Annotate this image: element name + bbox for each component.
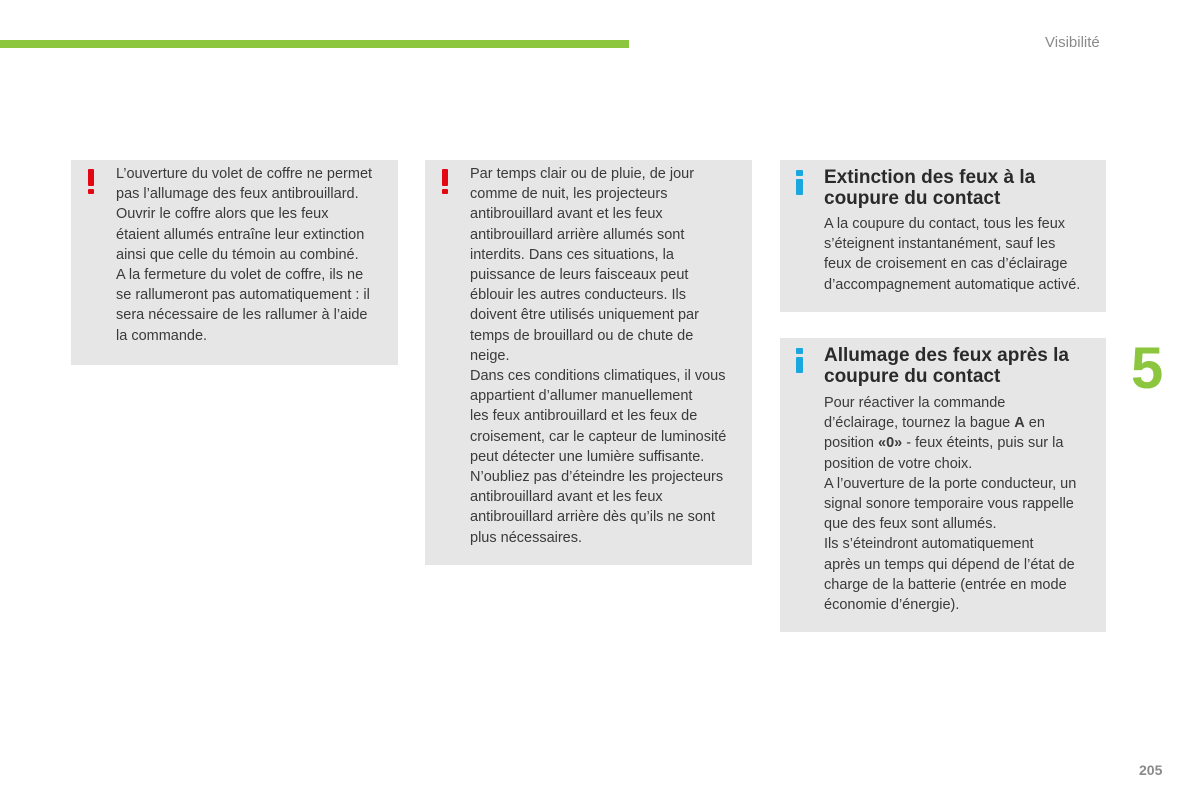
text-line: A la fermeture du volet de coffre, ils ne <box>116 267 364 284</box>
text-line: signal sonore temporaire vous rappelle <box>824 496 1074 513</box>
text-line: charge de la batterie (entrée en mode <box>824 576 1067 593</box>
text-line: antibrouillard avant et les feux <box>470 206 663 223</box>
title-line: coupure du contact <box>824 188 1001 209</box>
text-line: Ils s’éteindront automatiquement <box>824 536 1034 553</box>
text-line: A la coupure du contact, tous les feux <box>824 216 1066 232</box>
info-box-lights-on <box>780 338 1106 632</box>
text-line: d’accompagnement automatique activé. <box>824 276 1081 293</box>
text-line: étaient allumés entraîne leur extinction <box>116 226 365 243</box>
text-line: Pour réactiver la commande <box>824 395 1006 411</box>
chapter-number: 5 <box>1131 336 1164 401</box>
ring-label: A <box>1014 415 1025 432</box>
info-box-lights-off <box>780 160 1106 312</box>
text-line: position de votre choix. <box>824 455 973 472</box>
exclamation-icon <box>439 169 451 195</box>
section-title: Visibilité <box>1045 34 1100 51</box>
title-line: Extinction des feux à la <box>824 167 1036 188</box>
text-line: interdits. Dans ces situations, la <box>470 246 674 263</box>
text-line: croisement, car le capteur de luminosité <box>470 428 727 445</box>
text-line: pas l’allumage des feux antibrouillard. <box>116 186 359 203</box>
text-line: comme de nuit, les projecteurs <box>470 186 668 203</box>
position-label: «0» <box>878 435 903 452</box>
text-line: antibrouillard arrière allumés sont <box>470 226 685 243</box>
text-line: plus nécessaires. <box>470 529 583 546</box>
text-line <box>824 433 1104 453</box>
text-line: puissance de leurs faisceaux peut <box>470 267 689 284</box>
text-line: se rallumeront pas automatiquement : il <box>116 287 370 304</box>
warning-box-tailgate <box>71 160 398 365</box>
text-line: feux de croisement en cas d’éclairage <box>824 256 1068 273</box>
warning-box-fog-lamps <box>425 160 752 565</box>
text-line: éblouir les autres conducteurs. Ils <box>470 287 686 304</box>
text-line: peut détecter une lumière suffisante. <box>470 448 705 465</box>
text-fragment: - feux éteints, puis sur la <box>902 435 1064 452</box>
warning-text <box>116 164 396 346</box>
text-line: antibrouillard avant et les feux <box>470 489 663 506</box>
text-line: antibrouillard arrière dès qu’ils ne sont <box>470 509 716 526</box>
text-line: N’oubliez pas d’éteindre les projecteurs <box>470 469 724 486</box>
text-line: la commande. <box>116 327 208 344</box>
warning-text <box>470 164 750 548</box>
text-line: ainsi que celle du témoin au combiné. <box>116 246 359 263</box>
text-line: L’ouverture du volet de coffre ne permet <box>116 166 373 182</box>
text-line <box>824 413 1104 433</box>
text-line: appartient d’allumer manuellement <box>470 388 693 405</box>
text-line: Dans ces conditions climatiques, il vous <box>470 368 726 385</box>
exclamation-icon <box>85 169 97 195</box>
text-line: temps de brouillard ou de chute de <box>470 327 694 344</box>
text-line: Par temps clair ou de pluie, de jour <box>470 166 695 182</box>
info-icon <box>795 170 805 196</box>
text-line: que des feux sont allumés. <box>824 516 997 533</box>
text-line: économie d’énergie). <box>824 597 960 614</box>
text-line: après un temps qui dépend de l’état de <box>824 556 1075 573</box>
text-line: A l’ouverture de la porte conducteur, un <box>824 475 1077 492</box>
info-title <box>824 345 1104 387</box>
text-fragment: position <box>824 435 879 452</box>
text-line: neige. <box>470 347 510 364</box>
text-line: Ouvrir le coffre alors que les feux <box>116 206 329 223</box>
info-title <box>824 167 1104 209</box>
text-line: sera nécessaire de les rallumer à l’aide <box>116 307 368 324</box>
title-line: coupure du contact <box>824 366 1001 387</box>
text-fragment: d’éclairage, tournez la bague <box>824 415 1015 432</box>
header-accent-bar <box>0 40 629 48</box>
text-fragment: en <box>1024 415 1045 432</box>
info-content <box>824 167 1104 295</box>
page-number: 205 <box>1139 762 1163 778</box>
info-content <box>824 345 1104 615</box>
info-icon <box>795 348 805 374</box>
title-line: Allumage des feux après la <box>824 345 1069 366</box>
text-line: doivent être utilisés uniquement par <box>470 307 699 324</box>
text-line: les feux antibrouillard et les feux de <box>470 408 698 425</box>
text-line: s’éteignent instantanément, sauf les <box>824 236 1056 253</box>
